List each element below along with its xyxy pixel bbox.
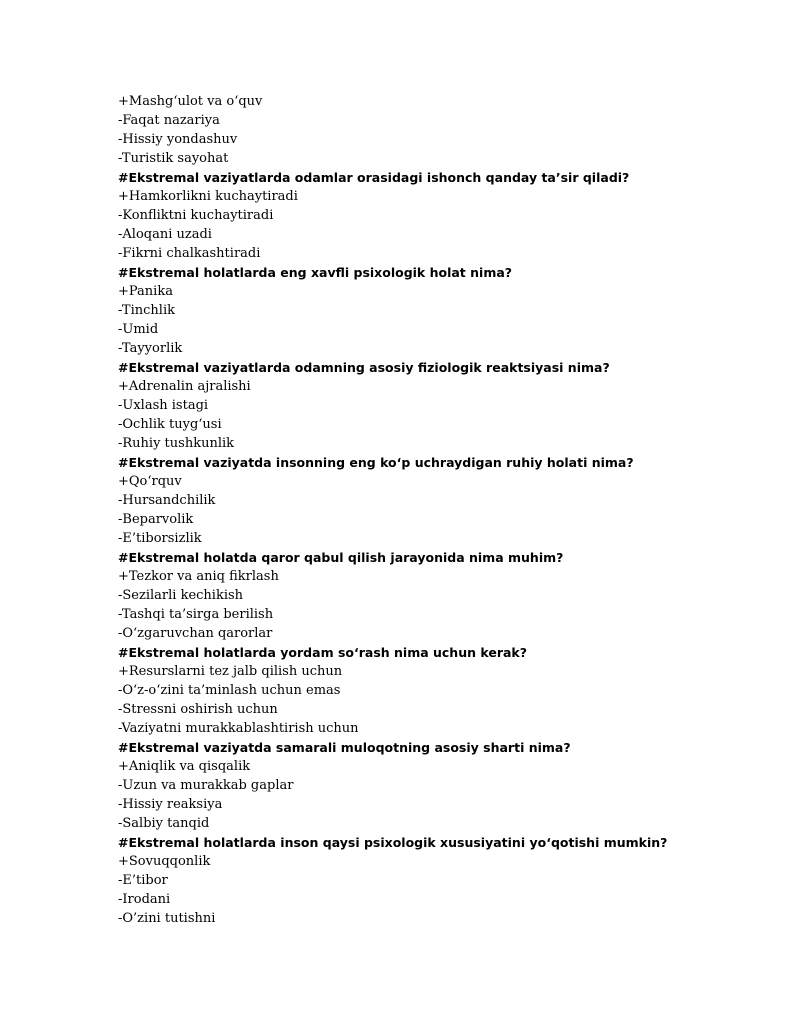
answer-option: -Fikrni chalkashtiradi xyxy=(118,246,261,261)
question-text: #Ekstremal holatlarda eng xavfli psixologik holat nima? xyxy=(118,265,513,280)
answer-option: -Sezilarli kechikish xyxy=(118,588,244,603)
answer-option: -Tinchlik xyxy=(118,303,175,318)
correct-answer: +Qo‘rquv xyxy=(118,474,182,489)
answer-option: -Irodani xyxy=(118,892,171,907)
answer-option: -Stressni oshirish uchun xyxy=(118,702,278,717)
answer-option: -Turistik sayohat xyxy=(118,151,229,166)
answer-option: -Konfliktni kuchaytiradi xyxy=(118,208,274,223)
question-text: #Ekstremal holatlarda inson qaysi psixologik xususiyatini yo‘qotishi mumkin? xyxy=(118,835,668,850)
correct-answer: +Hamkorlikni kuchaytiradi xyxy=(118,189,298,204)
answer-option: -Uxlash istagi xyxy=(118,398,209,413)
answer-option: -Ochlik tuyg‘usi xyxy=(118,417,222,432)
correct-answer: +Mashg‘ulot va o‘quv xyxy=(118,94,263,109)
correct-answer: +Adrenalin ajralishi xyxy=(118,379,251,394)
question-text: #Ekstremal vaziyatlarda odamlar orasidagi ishonch qanday ta’sir qiladi? xyxy=(118,170,630,185)
answer-option: -Faqat nazariya xyxy=(118,113,220,128)
answer-option: -Ruhiy tushkunlik xyxy=(118,436,235,451)
correct-answer: +Sovuqqonlik xyxy=(118,854,211,869)
correct-answer: +Resurslarni tez jalb qilish uchun xyxy=(118,664,343,679)
answer-option: -O’zini tutishni xyxy=(118,911,216,926)
answer-option: -Umid xyxy=(118,322,159,337)
question-text: #Ekstremal holatlarda yordam so‘rash nima uchun kerak? xyxy=(118,645,527,660)
answer-option: -O‘zgaruvchan qarorlar xyxy=(118,626,273,641)
answer-option: -O‘z-o‘zini ta’minlash uchun emas xyxy=(118,683,341,698)
answer-option: -Hursandchilik xyxy=(118,493,216,508)
answer-option: -Salbiy tanqid xyxy=(118,816,210,831)
question-text: #Ekstremal holatda qaror qabul qilish jarayonida nima muhim? xyxy=(118,550,564,565)
correct-answer: +Aniqlik va qisqalik xyxy=(118,759,251,774)
correct-answer: +Panika xyxy=(118,284,173,299)
question-text: #Ekstremal vaziyatda insonning eng ko‘p uchraydigan ruhiy holati nima? xyxy=(118,455,634,470)
answer-option: -Aloqani uzadi xyxy=(118,227,212,242)
answer-option: -E’tiborsizlik xyxy=(118,531,202,546)
answer-option: -Vaziyatni murakkablashtirish uchun xyxy=(118,721,359,736)
correct-answer: +Tezkor va aniq fikrlash xyxy=(118,569,279,584)
answer-option: -Hissiy yondashuv xyxy=(118,132,238,147)
question-text: #Ekstremal vaziyatda samarali muloqotning asosiy sharti nima? xyxy=(118,740,571,755)
question-text: #Ekstremal vaziyatlarda odamning asosiy fiziologik reaktsiyasi nima? xyxy=(118,360,610,375)
answer-option: -Tayyorlik xyxy=(118,341,183,356)
document-page xyxy=(118,92,758,928)
answer-option: -Beparvolik xyxy=(118,512,194,527)
answer-option: -E’tibor xyxy=(118,873,168,888)
answer-option: -Tashqi ta’sirga berilish xyxy=(118,607,274,622)
answer-option: -Uzun va murakkab gaplar xyxy=(118,778,294,793)
answer-option: -Hissiy reaksiya xyxy=(118,797,223,812)
